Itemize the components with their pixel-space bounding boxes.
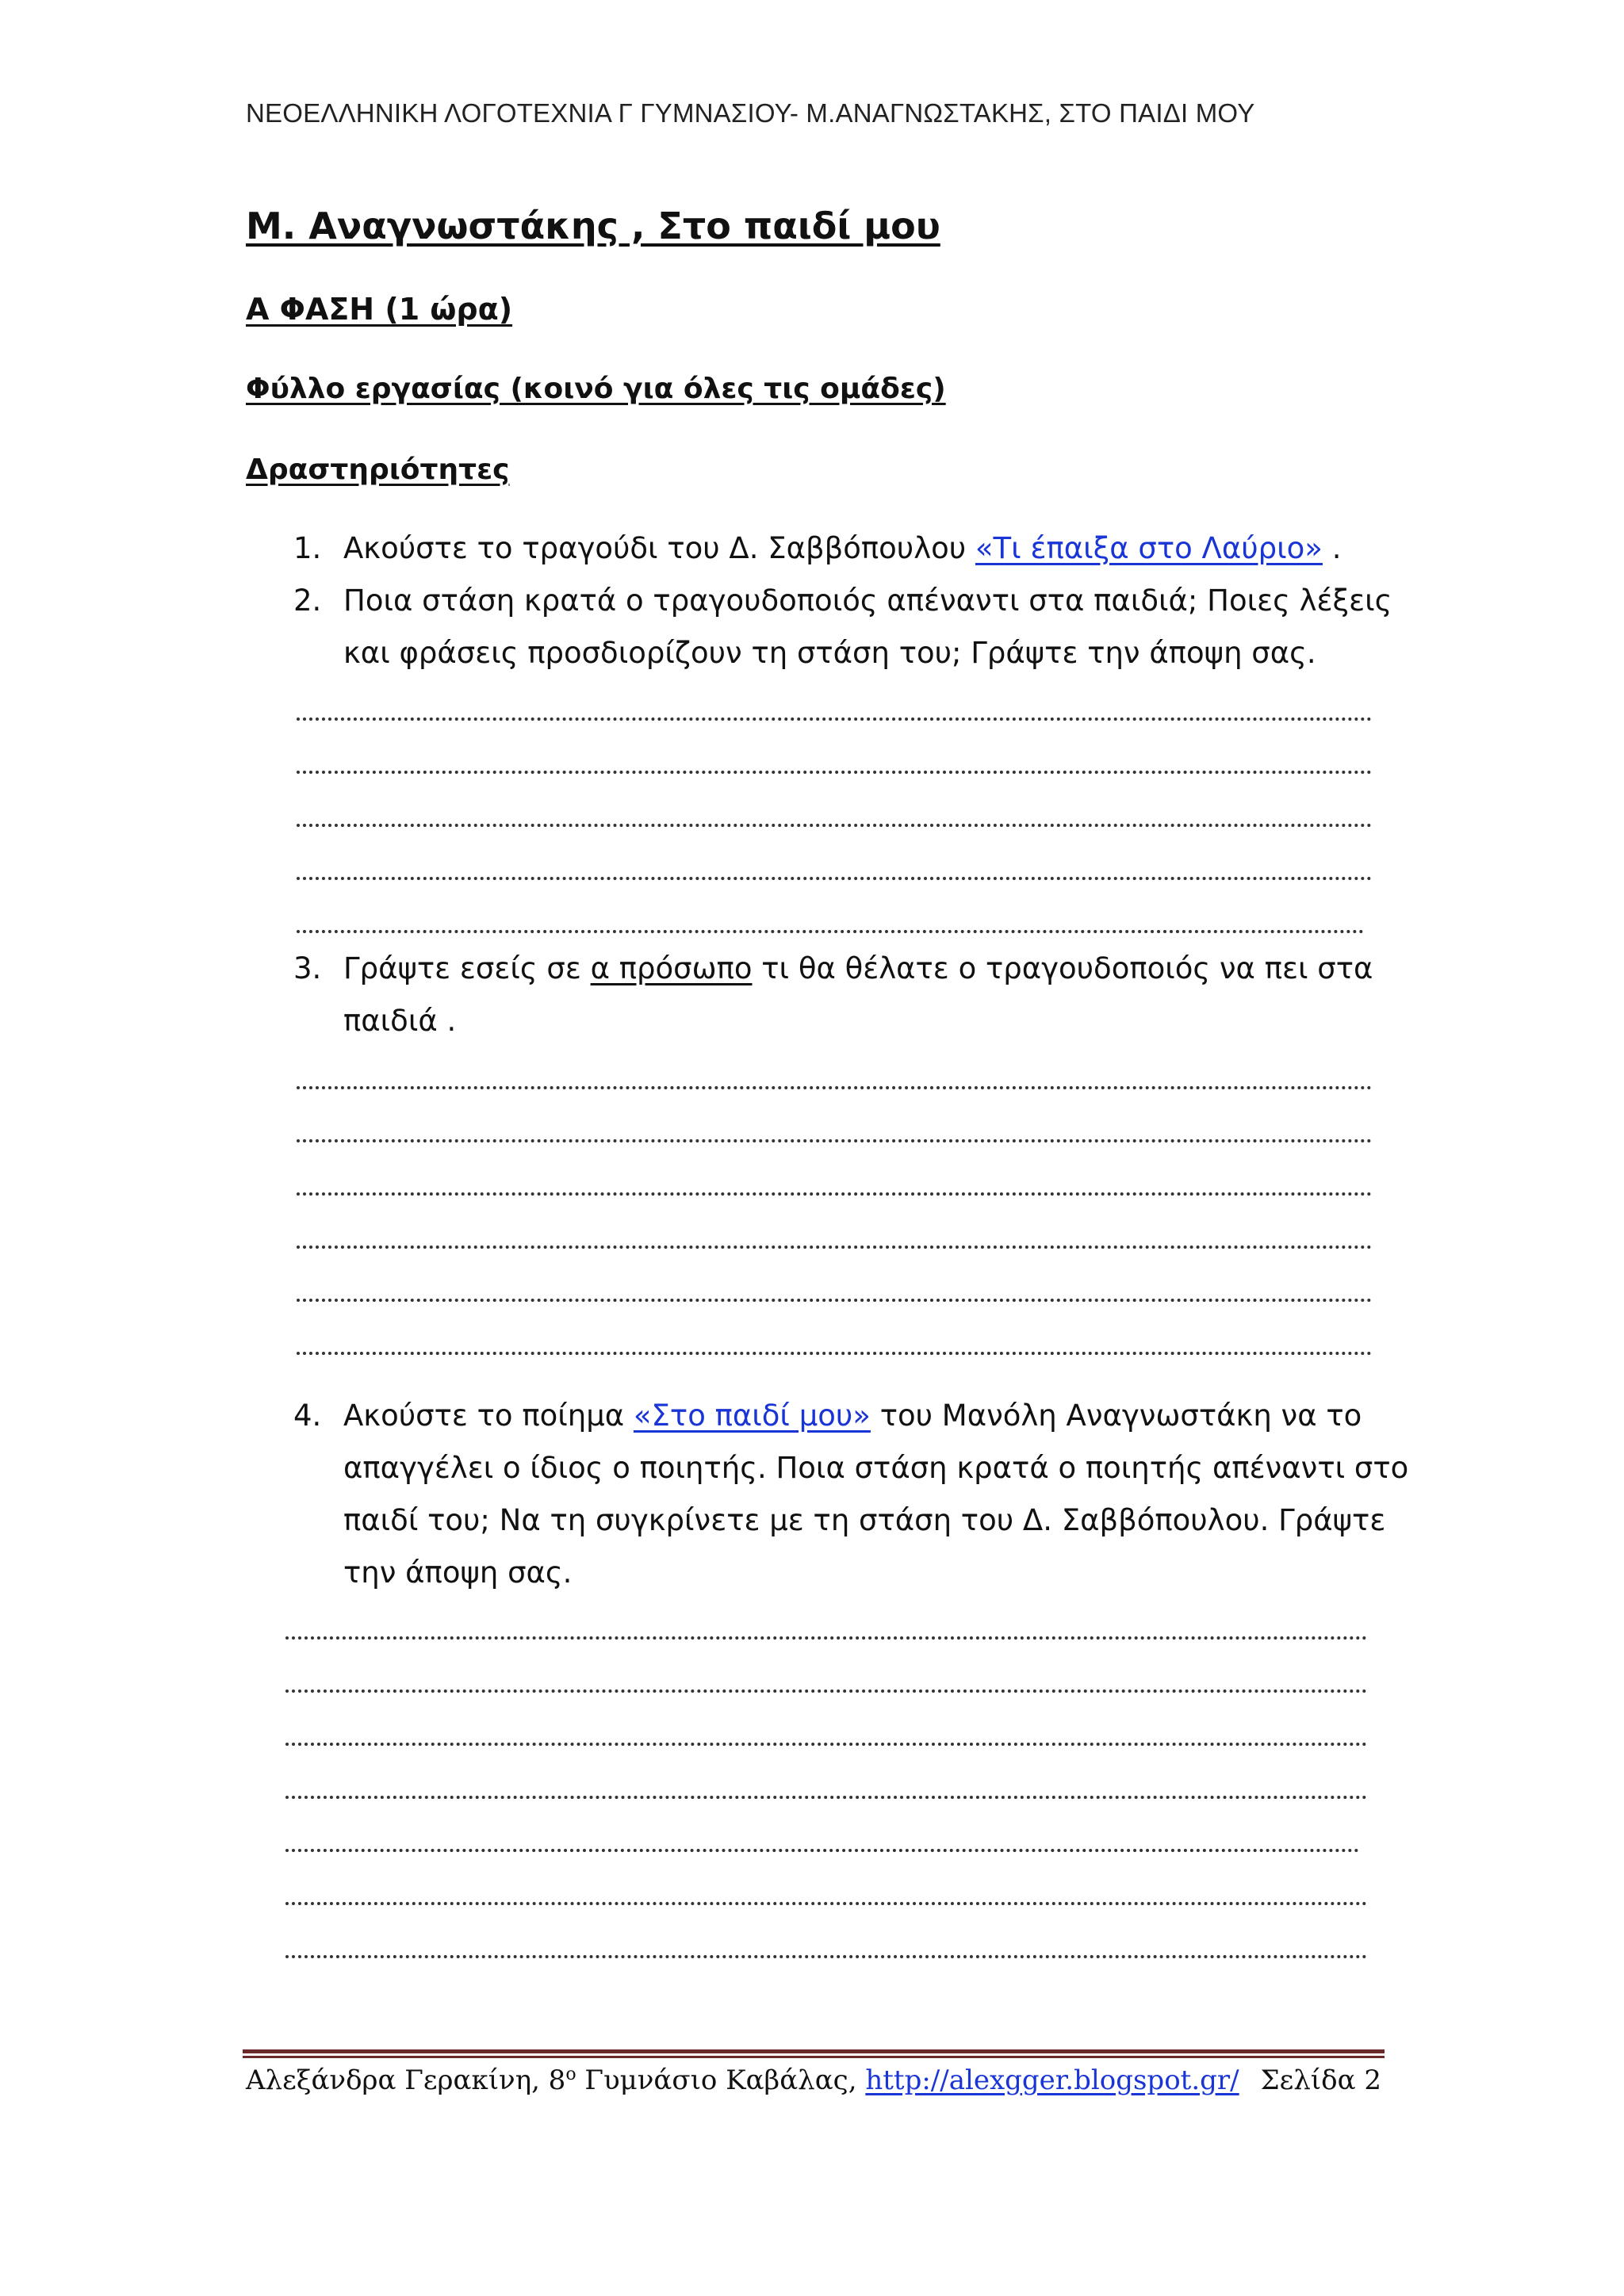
answer-line [297,930,1364,933]
page-number: Σελίδα 2 [1260,2064,1381,2096]
answer-line [285,1743,1367,1746]
first-person-emphasis: α πρόσωπο [590,951,753,985]
item-3-number: 3. [293,951,322,985]
answer-line [297,1299,1372,1302]
phase-heading: Α ΦΑΣΗ (1 ώρα) [246,292,513,327]
item-1-text [343,531,1341,565]
item-2-line-1: Ποια στάση κρατά ο τραγουδοποιός απέναντι στα παιδιά; Ποιες λέξεις [343,584,1392,618]
answer-line [285,1849,1359,1852]
item-1-text-after: . [1322,531,1342,565]
item-4-text-after: του Μανόλη Αναγνωστάκη να το [870,1399,1362,1433]
item-1-number: 1. [293,531,322,565]
running-header: ΝΕΟΕΛΛΗΝΙΚΗ ΛΟΓΟΤΕΧΝΙΑ Γ ΓΥΜΝΑΣΙΟΥ- Μ.ΑΝΑΓΝΩΣΤΑΚΗΣ, ΣΤΟ ΠΑΙΔΙ ΜΟΥ [246,98,1255,128]
answer-line [285,1902,1367,1905]
item-3-line-2: παιδιά . [343,1004,457,1038]
footer-rule-thin [243,2056,1385,2058]
poem-link[interactable]: «Στο παιδί μου» [633,1399,871,1433]
answer-line [297,1192,1372,1196]
item-4-line-1 [343,1399,1362,1433]
document-title: Μ. Αναγνωστάκης , Στο παιδί μου [246,205,940,247]
blog-link[interactable]: http://alexgger.blogspot.gr/ [865,2064,1239,2096]
answer-line [285,1636,1367,1640]
footer-ordinal: ο [565,2064,576,2084]
worksheet-heading: Φύλλο εργασίας (κοινό για όλες τις ομάδες) [246,373,946,405]
footer-rule [243,2049,1385,2053]
item-2-number: 2. [293,584,322,618]
answer-line [297,1139,1372,1142]
answer-line [285,1955,1367,1958]
item-4-line-2: απαγγέλει ο ίδιος ο ποιητής. Ποια στάση κρατά ο ποιητής απέναντι στο [343,1451,1409,1485]
answer-line [297,824,1372,827]
item-2-line-2: και φράσεις προσδιορίζουν τη στάση του; Γράψτε την άποψη σας. [343,636,1316,670]
answer-line [285,1689,1367,1693]
footer-author: Αλεξάνδρα Γερακίνη, 8 [246,2064,566,2096]
item-3-text-after: τι θα θέλατε ο τραγουδοποιός να πει στα [752,951,1373,985]
footer-school: Γυμνάσιο Καβάλας, [576,2064,866,2096]
activities-heading: Δραστηριότητες [246,453,510,486]
answer-line [297,1352,1372,1355]
answer-line [297,718,1372,721]
answer-line [297,1086,1372,1089]
item-4-line-3: παιδί του; Να τη συγκρίνετε με τη στάση του Δ. Σαββόπουλου. Γράψτε [343,1503,1386,1537]
song-link[interactable]: «Τι έπαιξα στο Λαύριο» [975,531,1323,565]
item-3-text-before: Γράψτε εσείς σε [343,951,591,985]
item-1-text-before: Ακούστε το τραγούδι του Δ. Σαββόπουλου [343,531,975,565]
item-4-number: 4. [293,1399,322,1433]
item-3-line-1 [343,951,1373,985]
answer-line [297,877,1372,880]
item-4-line-4: την άποψη σας. [343,1556,573,1590]
answer-line [297,1246,1372,1249]
answer-line [297,771,1372,774]
item-4-text-before: Ακούστε το ποίημα [343,1399,634,1433]
footer-credit [246,2064,1239,2096]
answer-line [285,1796,1367,1799]
